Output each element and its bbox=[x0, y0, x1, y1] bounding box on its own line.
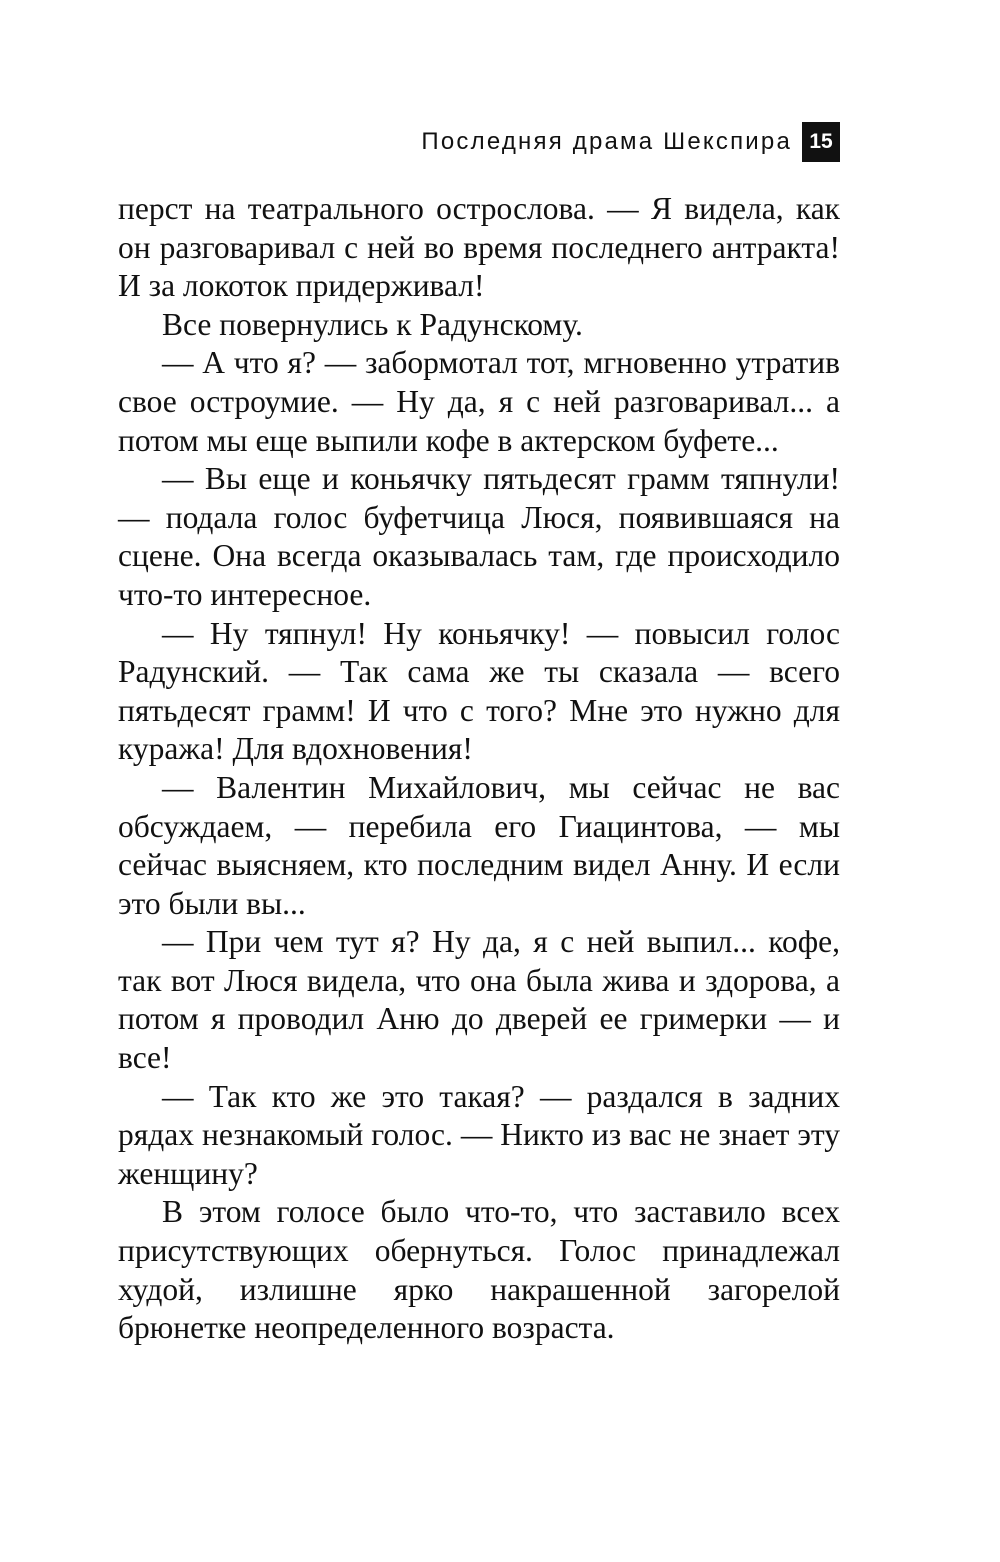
paragraph: — Так кто же это такая? — раздался в задних рядах незнакомый голос. — Никто из вас не знает эту женщину? bbox=[118, 1078, 840, 1191]
paragraph: — При чем тут я? Ну да, я с ней выпил... кофе, так вот Люся видела, что она была жива и здорова, а потом я проводил Аню до дверей ее гримерки — и все! bbox=[118, 924, 840, 1076]
running-title: Последняя драма Шекспира bbox=[421, 128, 792, 155]
paragraph: В этом голосе было что-то, что заставило всех присутствующих обернуться. Голос принадлежал худой, излишне ярко накрашенной загорелой брюнетке неопределенного возраста. bbox=[118, 1194, 840, 1346]
paragraph: — А что я? — забормотал тот, мгновенно утратив свое остроумие. — Ну да, я с ней разговаривал... а потом мы еще выпили кофе в актерском буфете... bbox=[118, 345, 840, 458]
paragraph: — Ну тяпнул! Ну коньячку! — повысил голос Радунский. — Так сама же ты сказала — всего пятьдесят грамм! И что с того? Мне это нужно для куража! Для вдохновения! bbox=[118, 615, 840, 767]
paragraph: перст на театрального острослова. — Я видела, как он разговаривал с ней во время последнего антракта! И за локоток придерживал! bbox=[118, 191, 840, 304]
page-number: 15 bbox=[802, 122, 840, 162]
running-header bbox=[421, 122, 840, 162]
body-text bbox=[118, 190, 840, 1348]
paragraph: Все повернулись к Радунскому. bbox=[162, 306, 583, 342]
paragraph: — Валентин Михайлович, мы сейчас не вас обсуждаем, — перебила его Гиацинтова, — мы сейчас выясняем, кто последним видел Анну. И если это были вы... bbox=[118, 769, 840, 921]
paragraph: — Вы еще и коньячку пятьдесят грамм тяпнули! — подала голос буфетчица Люся, появившаяся на сцене. Она всегда оказывалась там, где происходило что-то интересное. bbox=[118, 461, 840, 612]
